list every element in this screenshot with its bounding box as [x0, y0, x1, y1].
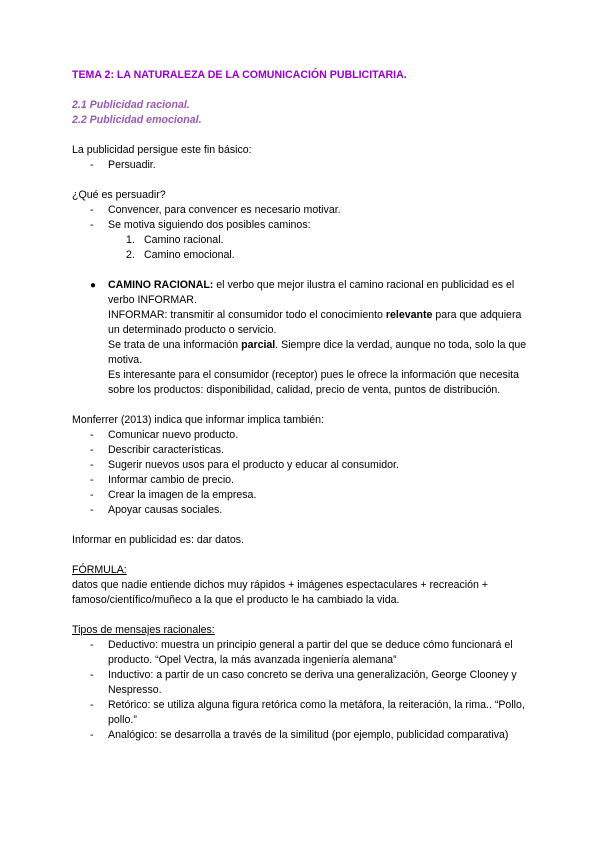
list-item: - Persuadir.	[90, 159, 156, 171]
tipos-list	[72, 638, 530, 743]
persuadir-list	[72, 203, 530, 233]
list-item: - Apoyar causas sociales.	[90, 504, 223, 516]
list-item: - Sugerir nuevos usos para el producto y educar al consumidor.	[90, 459, 399, 471]
list-item: - Crear la imagen de la empresa.	[90, 489, 257, 501]
camino-racional-heading: CAMINO RACIONAL:	[108, 279, 214, 291]
list-item: - Deductivo: muestra un principio general a partir del que se deduce cómo funcionará el producto. “Opel Vectra, la más avanzada ingeniería alemana”	[90, 639, 513, 666]
list-item: - Retórico: se utiliza alguna figura retórica como la metáfora, la reiteración, la rima.. “Pollo, pollo.”	[90, 699, 525, 726]
subsection-heading: 2.2 Publicidad emocional.	[72, 114, 202, 126]
list-item: 1. Camino racional.	[126, 234, 224, 246]
monferrer-text: Monferrer (2013) indica que informar implica también:	[72, 414, 325, 426]
bullet-icon: ●	[90, 280, 97, 291]
tipos-heading: Tipos de mensajes racionales:	[72, 624, 215, 636]
formula-heading: FÓRMULA:	[72, 564, 127, 576]
persuadir-question: ¿Qué es persuadir?	[72, 189, 166, 201]
intro-list	[72, 158, 530, 173]
page-title: TEMA 2: LA NATURALEZA DE LA COMUNICACIÓN PUBLICITARIA.	[72, 69, 407, 81]
monferrer-list	[72, 428, 530, 518]
list-item: - Convencer, para convencer es necesario motivar.	[90, 204, 341, 216]
list-item: 2. Camino emocional.	[126, 249, 235, 261]
formula-text: datos que nadie entiende dichos muy rápidos + imágenes espectaculares + recreación + famoso/científico/muñeco a la que el producto le ha cambiado la vida.	[72, 579, 489, 606]
list-item: - Se motiva siguiendo dos posibles caminos:	[90, 219, 311, 231]
informar-summary: Informar en publicidad es: dar datos.	[72, 534, 244, 546]
list-item: - Inductivo: a partir de un caso concreto se deriva una generalización, George Clooney y Nespresso.	[90, 669, 517, 696]
subsection-heading: 2.1 Publicidad racional.	[72, 99, 190, 111]
list-item: ● CAMINO RACIONAL: el verbo que mejor ilustra el camino racional en publicidad es el verbo INFORMAR. INFORMAR: transmitir al consumidor todo el conocimiento relevante para que adquiera un determinado producto o servicio. Se trata de una información parcial. Siempre dice la verdad, aunque no toda, solo la que motiva. Es interesante para el consumidor (receptor) pues le ofrece la información que necesita sobre los productos: disponibilidad, calidad, precio de venta, puntos de distribución.	[90, 279, 527, 396]
list-item: - Informar cambio de precio.	[90, 474, 235, 486]
document-body	[72, 68, 530, 743]
list-item: - Analógico: se desarrolla a través de la similitud (por ejemplo, publicidad comparativa)	[90, 729, 509, 741]
caminos-list	[72, 233, 530, 263]
intro-text: La publicidad persigue este fin básico:	[72, 144, 252, 156]
list-item: - Describir características.	[90, 444, 224, 456]
list-item: - Comunicar nuevo producto.	[90, 429, 239, 441]
camino-racional-section	[72, 278, 530, 398]
